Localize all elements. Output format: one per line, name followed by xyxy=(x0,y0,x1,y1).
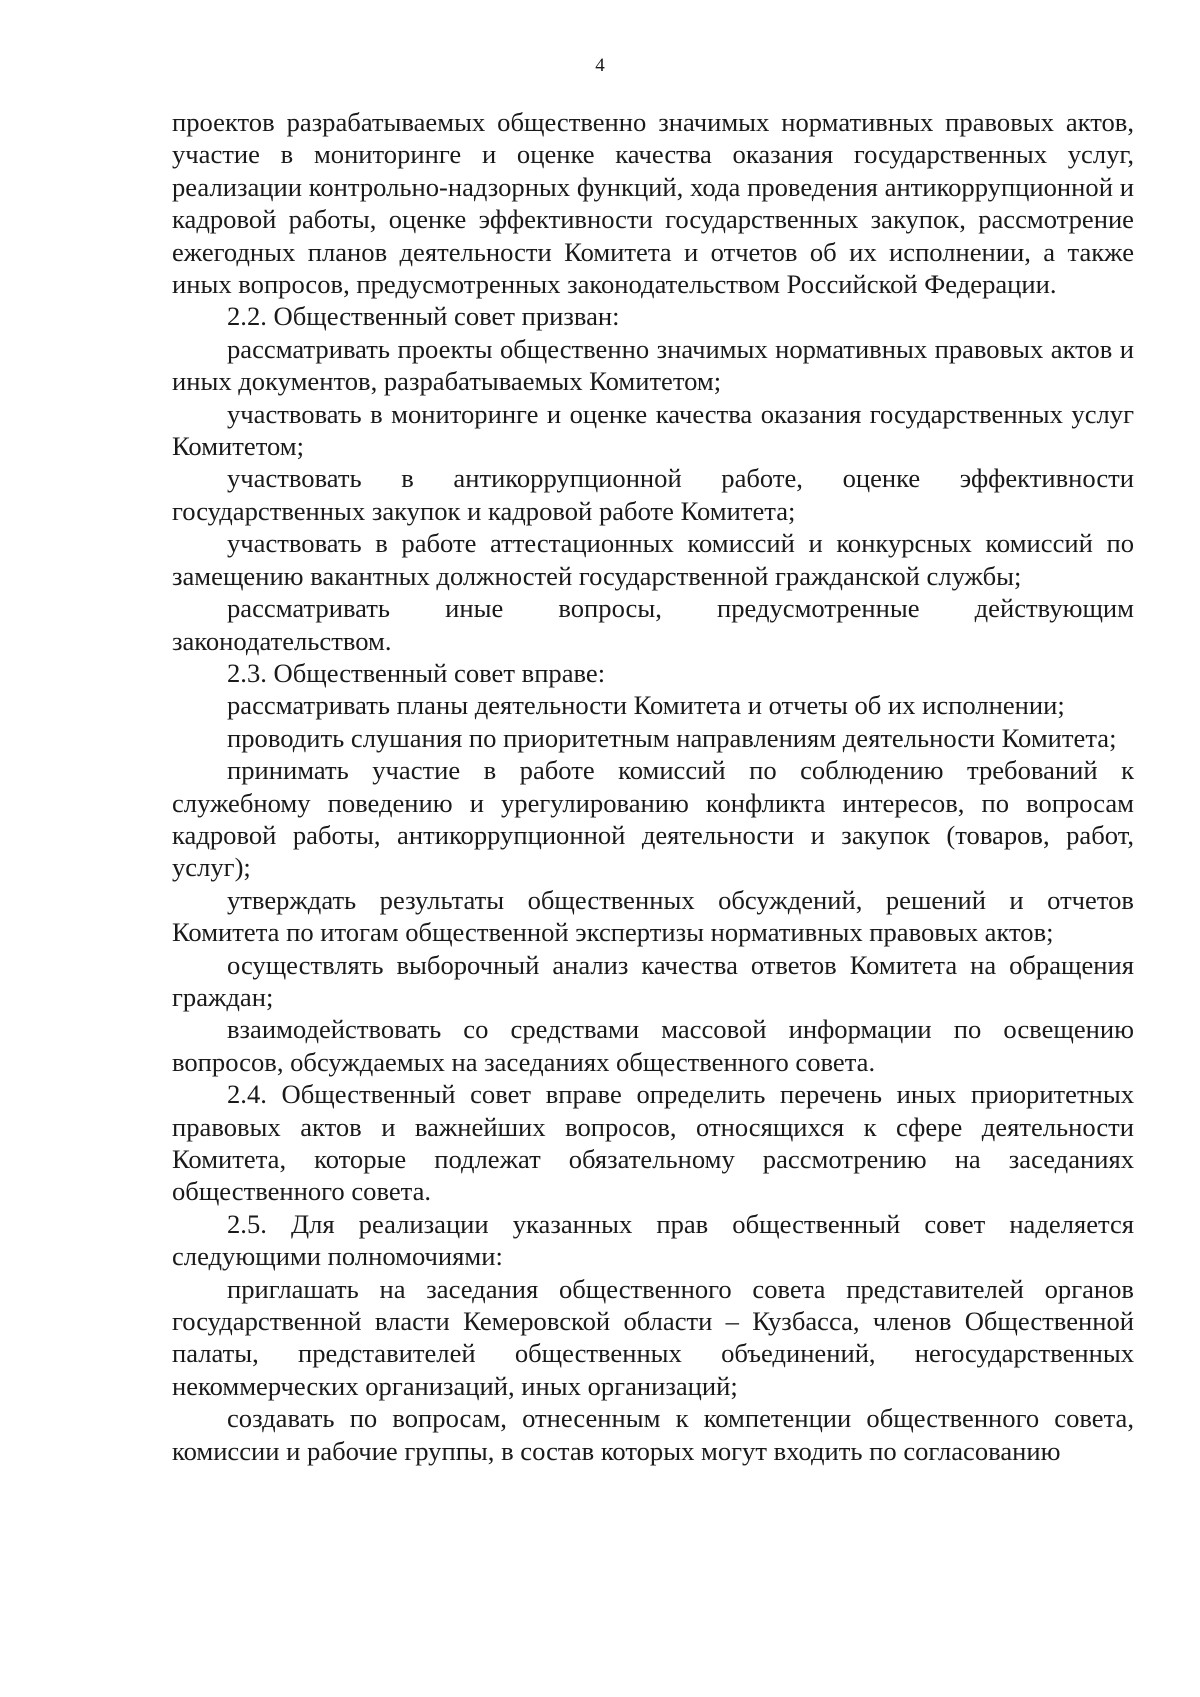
paragraph: участвовать в мониторинге и оценке качества оказания государственных услуг Комитетом; xyxy=(172,398,1134,462)
paragraph: принимать участие в работе комиссий по соблюдению требований к служебному поведению и урегулированию конфликта интересов, по вопросам кадровой работы, антикоррупционной деятельности и закупок (товаров, работ, услуг); xyxy=(172,755,1134,883)
section-heading-2-3: 2.3. Общественный совет вправе: xyxy=(227,657,606,688)
paragraph-last: создавать по вопросам, отнесенным к компетенции общественного совета, комиссии и рабочие группы, в состав которых могут входить по согласованию xyxy=(172,1403,1134,1466)
paragraph: рассматривать проекты общественно значимых нормативных правовых актов и иных документов, разрабатываемых Комитетом; xyxy=(172,333,1134,397)
section-2-4: 2.4. Общественный совет вправе определить перечень иных приоритетных правовых актов и важнейших вопросов, относящихся к сфере деятельности Комитета, которые подлежат обязательному рассмотрению на заседаниях общественного совета. xyxy=(172,1079,1134,1207)
paragraph: утверждать результаты общественных обсуждений, решений и отчетов Комитета по итогам общественной экспертизы нормативных правовых актов; xyxy=(172,884,1134,948)
document-body xyxy=(172,106,1134,1467)
paragraph: проводить слушания по приоритетным направлениям деятельности Комитета; xyxy=(227,722,1117,753)
page-number: 4 xyxy=(595,55,605,76)
paragraph: участвовать в работе аттестационных комиссий и конкурсных комиссий по замещению вакантных должностей государственной гражданской службы; xyxy=(172,528,1134,591)
paragraph-continuation: проектов разрабатываемых общественно значимых нормативных правовых актов, участие в мониторинге и оценке качества оказания государственных услуг, реализации контрольно-надзорных функций, хода проведения антикоррупционной и кадровой работы, оценке эффективности государственных закупок, рассмотрение ежегодных планов деятельности Комитета и отчетов об их исполнении, а также иных вопросов, предусмотренных законодательством Российской Федерации. xyxy=(172,107,1134,300)
paragraph: взаимодействовать со средствами массовой информации по освещению вопросов, обсуждаемых на заседаниях общественного совета. xyxy=(172,1014,1134,1077)
paragraph: участвовать в антикоррупционной работе, оценке эффективности государственных закупок и кадровой работе Комитета; xyxy=(172,463,1134,526)
section-heading-2-2: 2.2. Общественный совет призван: xyxy=(227,301,620,332)
paragraph: осуществлять выборочный анализ качества ответов Комитета на обращения граждан; xyxy=(172,949,1134,1012)
paragraph: рассматривать иные вопросы, предусмотренные действующим законодательством. xyxy=(172,593,1134,656)
section-2-5: 2.5. Для реализации указанных прав общественный совет наделяется следующими полномочиями: xyxy=(172,1208,1134,1272)
paragraph: рассматривать планы деятельности Комитета и отчеты об их исполнении; xyxy=(227,690,1065,721)
paragraph: приглашать на заседания общественного совета представителей органов государственной власти Кемеровской области – Кузбасса, членов Общественной палаты, представителей общественных объединений, негосударственных некоммерческих организаций, иных организаций; xyxy=(172,1273,1134,1401)
